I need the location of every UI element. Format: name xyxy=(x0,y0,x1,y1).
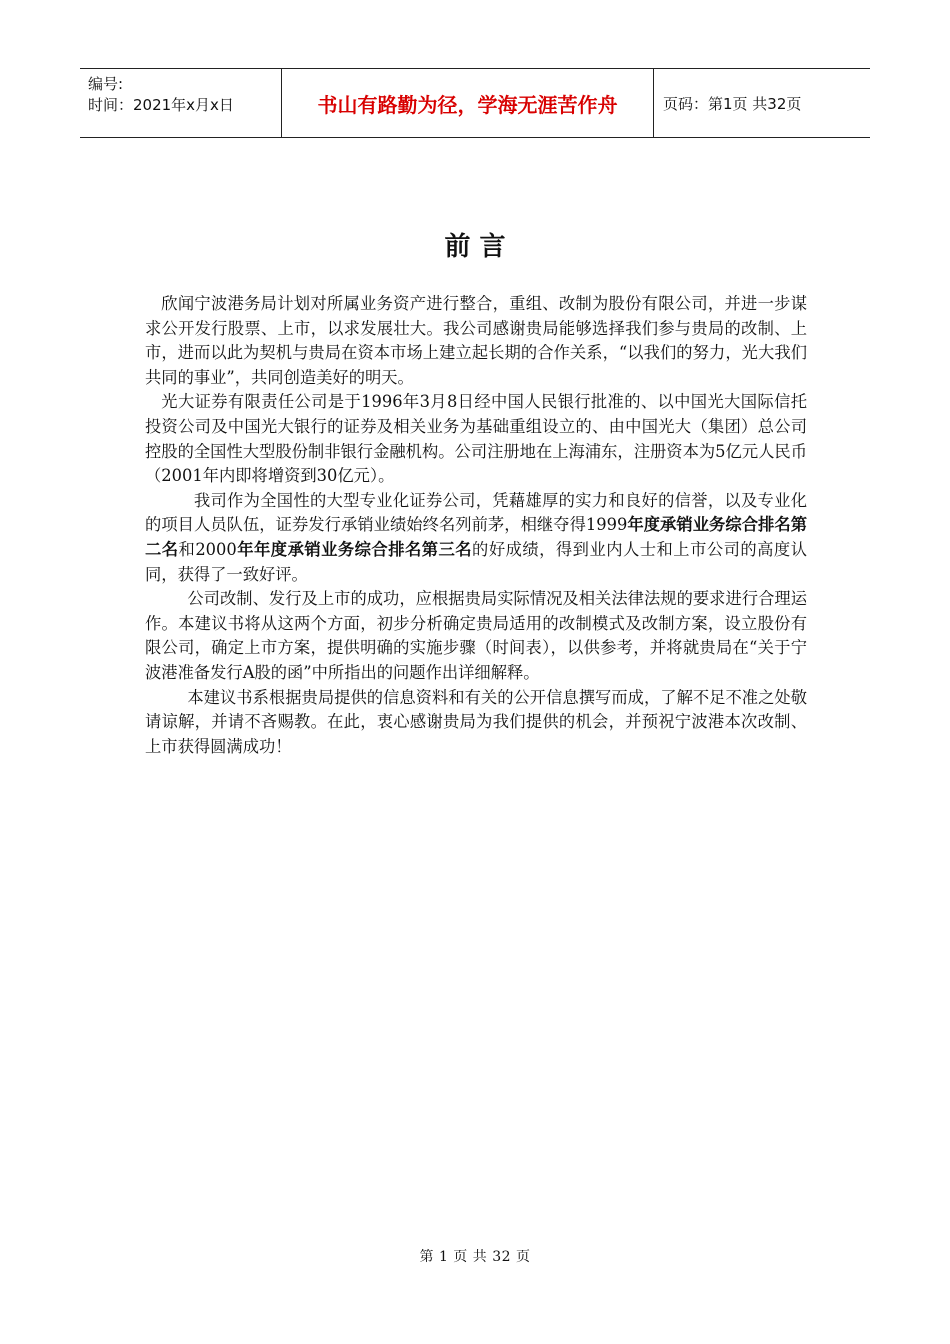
paragraph-3 xyxy=(145,489,807,587)
page-footer: 第 1 页 共 32 页 xyxy=(419,1249,531,1265)
paragraph-5: 本建议书系根据贵局提供的信息资料和有关的公开信息撰写而成，了解不足不准之处敬请谅解，并请不吝赐教。在此，衷心感谢贵局为我们提供的机会，并预祝宁波港本次改制、上市获得圆满成功！ xyxy=(145,687,807,756)
highlight-ranking-1999: 年度承销业务综合排名第二名 xyxy=(145,515,807,559)
number-label: 编号: xyxy=(88,75,124,93)
paragraph-3-text-c: 和2000 xyxy=(178,539,237,559)
document-header xyxy=(80,68,870,138)
header-page-info: 页码：第1页 共32页 xyxy=(663,94,802,113)
highlight-ranking-2000: 年年度承销业务综合排名第三名 xyxy=(236,539,473,559)
page-title: 前 言 xyxy=(444,232,506,262)
paragraph-3-text-a: 我司作为全国性的大型专业化证券公司，凭藉雄厚的实力和良好的信誉，以及专业化的项目人员队伍，证券发行承销业绩始终名列前茅，相继夺得1999 xyxy=(145,490,807,535)
paragraph-1: 欣闻宁波港务局计划对所属业务资产进行整合，重组、改制为股份有限公司，并进一步谋求公开发行股票、上市，以求发展壮大。我公司感谢贵局能够选择我们参与贵局的改制、上市，进而以此为契机与贵局在资本市场上建立起长期的合作关系，“以我们的努力，光大我们共同的事业”，共同创造美好的明天。 xyxy=(145,294,807,387)
paragraph-3-text-e: 的好成绩，得到业内人士和上市公司的高度认同，获得了一致好评。 xyxy=(145,539,807,584)
time-label: 时间：2021年x月x日 xyxy=(88,96,234,114)
paragraph-2: 光大证券有限责任公司是于1996年3月8日经中国人民银行批准的、以中国光大国际信托投资公司及中国光大银行的证券及相关业务为基础重组设立的、由中国光大（集团）总公司控股的全国性大型股份制非银行金融机构。公司注册地在上海浦东，注册资本为5亿元人民币（2001年内即将增资到30亿元）。 xyxy=(145,392,807,486)
header-motto: 书山有路勤为径，学海无涯苦作舟 xyxy=(282,69,654,137)
document-body xyxy=(145,292,807,759)
header-meta xyxy=(80,69,282,137)
paragraph-4: 公司改制、发行及上市的成功，应根据贵局实际情况及相关法律法规的要求进行合理运作。本建议书将从这两个方面，初步分析确定贵局适用的改制模式及改制方案，设立股份有限公司，确定上市方案，提供明确的实施步骤（时间表），以供参考，并将就贵局在“关于宁波港准备发行A股的函”中所指出的问题作出详细解释。 xyxy=(145,589,807,682)
